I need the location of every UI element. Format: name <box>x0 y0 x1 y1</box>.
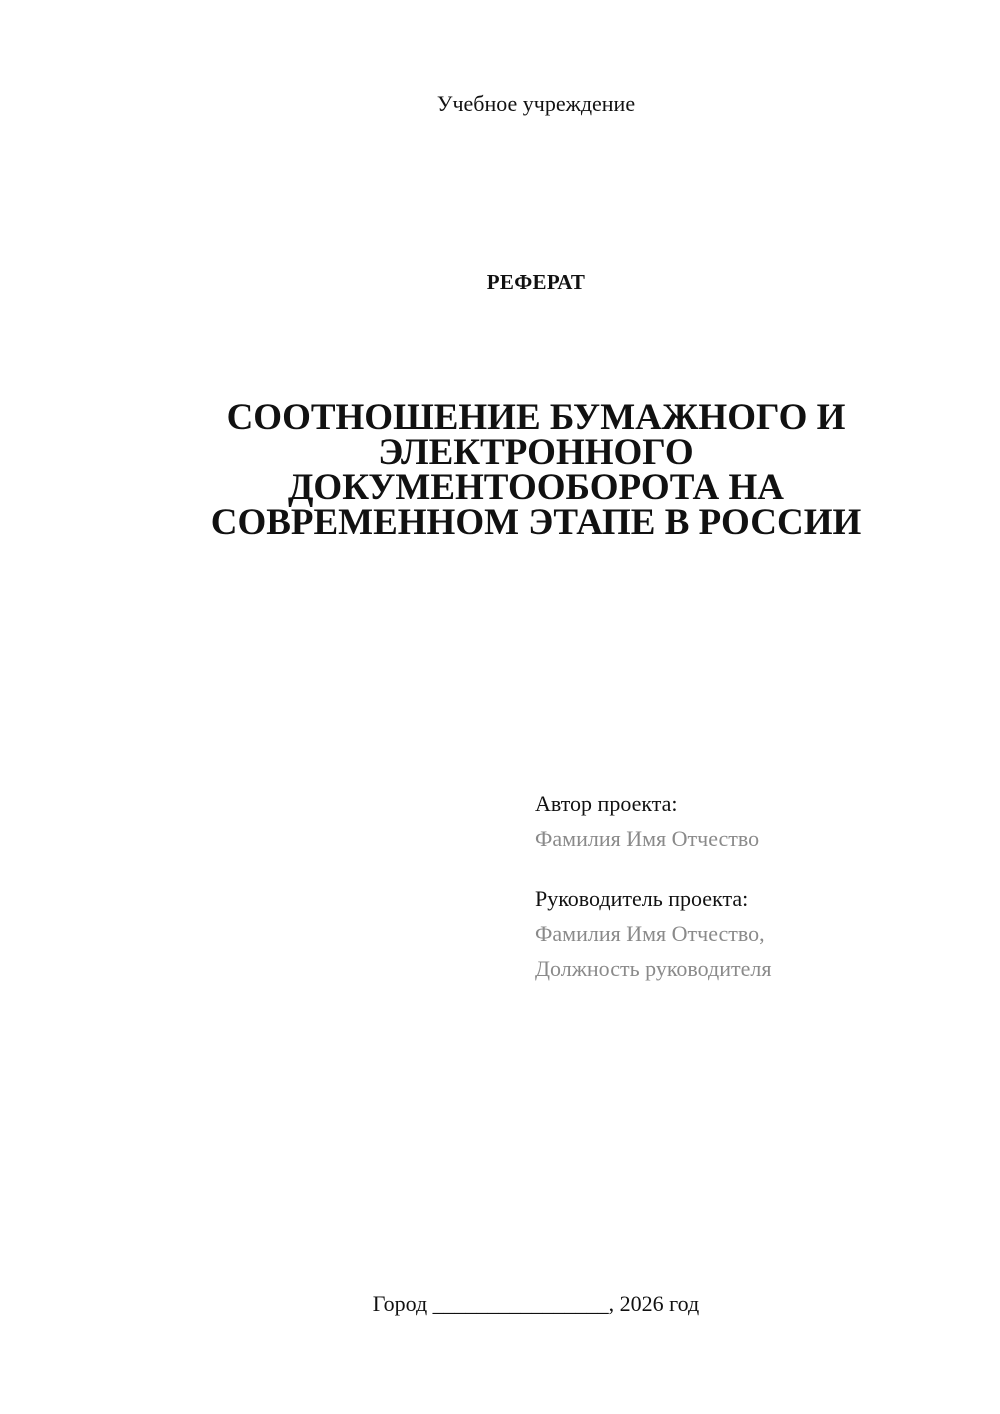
supervisor-name-placeholder: Фамилия Имя Отчество, <box>535 921 765 946</box>
institution-name: Учебное учреждение <box>436 91 636 116</box>
supervisor-position-placeholder: Должность руководителя <box>535 956 772 981</box>
title-line: СОВРЕМЕННОМ ЭТАПЕ В РОССИИ <box>210 502 862 543</box>
supervisor-label: Руководитель проекта: <box>535 886 749 911</box>
authors-block <box>535 786 955 986</box>
document-title <box>180 397 892 543</box>
author-name-placeholder: Фамилия Имя Отчество <box>535 826 760 851</box>
title-line: ДОКУМЕНТООБОРОТА НА <box>287 467 785 508</box>
city-year-line: Город ________________, 2026 год <box>372 1291 700 1316</box>
author-label: Автор проекта: <box>535 791 678 816</box>
title-line: ЭЛЕКТРОННОГО <box>378 432 694 473</box>
document-type: РЕФЕРАТ <box>486 270 586 294</box>
title-line: СООТНОШЕНИЕ БУМАЖНОГО И <box>226 397 846 438</box>
